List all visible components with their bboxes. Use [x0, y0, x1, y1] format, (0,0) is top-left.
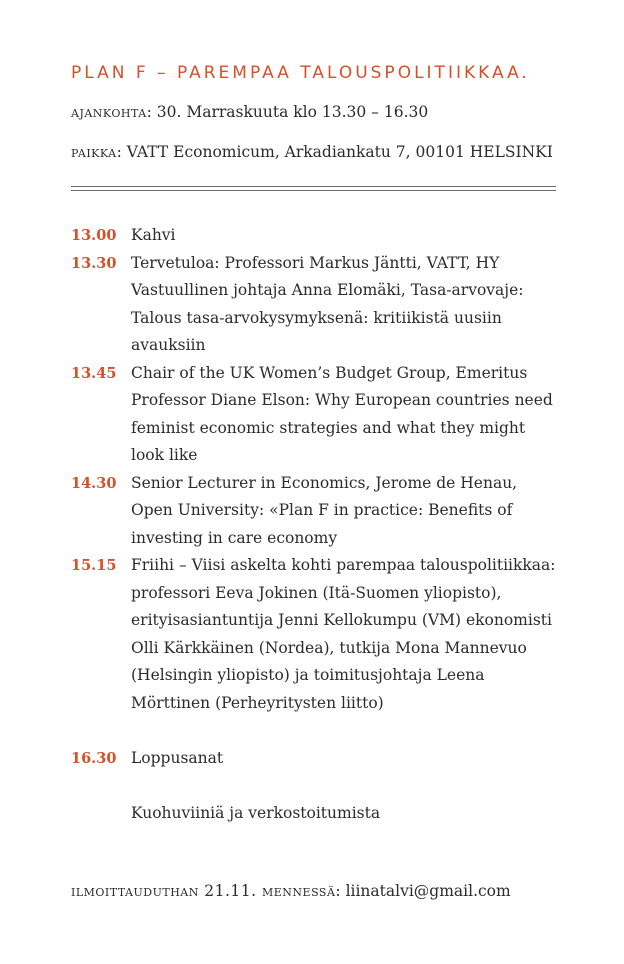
page-title: PLAN F – PAREMPAA TALOUSPOLITIIKKAA. — [71, 63, 530, 83]
date-value: 30. Marraskuuta klo 13.30 – 16.30 — [156, 103, 429, 121]
agenda-time: 13.45 — [71, 364, 117, 382]
agenda-time: 14.30 — [71, 474, 117, 492]
agenda-text: Chair of the UK Women’s Budget Group, Emeritus Professor Diane Elson: Why European countries need feminist economic strategies and what they might look like — [131, 363, 553, 464]
agenda-text: Kahvi — [131, 226, 176, 244]
agenda-text: Kuohuviiniä ja verkostoitumista — [131, 803, 381, 822]
agenda-item — [71, 360, 561, 470]
place-label: paikka — [71, 143, 117, 161]
agenda-text: Senior Lecturer in Economics, Jerome de Henau, Open University: «Plan F in practice: Benefits of investing in care economy — [131, 473, 518, 547]
registration-label: ilmoittauduthan 21.11. mennessä — [71, 882, 336, 900]
agenda-item — [71, 222, 561, 250]
event-date: ajankohta: 30. Marraskuuta klo 13.30 – 16.30 — [71, 103, 429, 121]
agenda-item — [71, 800, 561, 828]
date-label: ajankohta — [71, 103, 147, 121]
agenda-time: 13.30 — [71, 254, 117, 272]
agenda-list — [71, 222, 561, 827]
agenda-time: 13.00 — [71, 227, 117, 244]
agenda-text: Tervetuloa: Professori Markus Jäntti, VATT, HY Vastuullinen johtaja Anna Elomäki, Tasa-arvovaje: Talous tasa-arvokysymyksenä: kritiikistä uusiin avauksiin — [131, 253, 524, 354]
event-place: paikka: VATT Economicum, Arkadiankatu 7, 00101 HELSINKI — [71, 143, 553, 161]
divider — [71, 186, 556, 191]
agenda-text: Friihi – Viisi askelta kohti parempaa talouspolitiikkaa: professori Eeva Jokinen (Itä-Suomen yliopisto), erityisasiantuntija Jenni Kellokumpu (VM) ekonomisti Olli Kärkkäinen (Nordea), tutkija Mona Mannevuo (Helsingin yliopisto) ja toimitusjohtaja Leena Mörttinen (Perheyritysten liitto) — [131, 556, 556, 712]
agenda-item — [71, 250, 561, 360]
agenda-text: Loppusanat — [131, 748, 224, 767]
place-value: VATT Economicum, Arkadiankatu 7, 00101 HELSINKI — [126, 143, 553, 161]
agenda-time: 16.30 — [71, 749, 117, 767]
agenda-item — [71, 745, 561, 773]
agenda-item — [71, 470, 561, 553]
registration-info: ilmoittauduthan 21.11. mennessä: liinatalvi@gmail.com — [71, 882, 511, 900]
agenda-time — [71, 800, 131, 828]
agenda-item — [71, 552, 561, 717]
agenda-time: 15.15 — [71, 557, 117, 574]
registration-email[interactable]: liinatalvi@gmail.com — [345, 882, 511, 900]
